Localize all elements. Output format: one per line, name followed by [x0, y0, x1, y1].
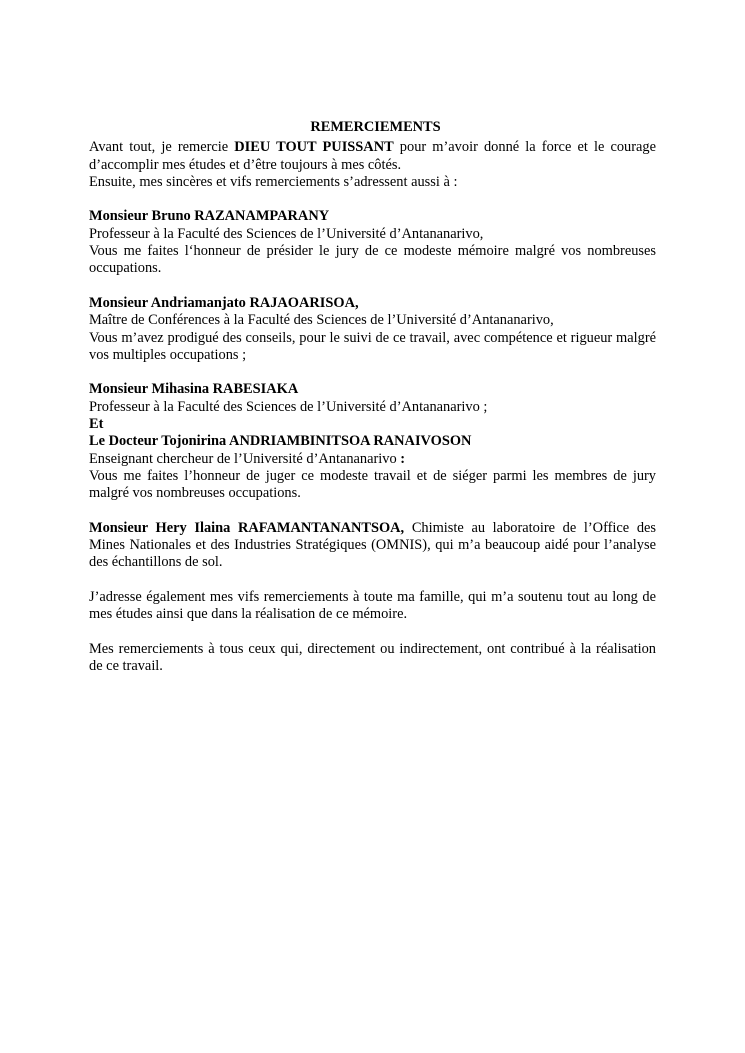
person-name: Monsieur Andriamanjato RAJAOARISOA,	[89, 294, 359, 311]
intro-section	[89, 139, 656, 191]
acknowledgement-1	[89, 208, 656, 277]
intro-bold-text: DIEU TOUT PUISSANT	[234, 139, 394, 156]
intro-text-end: pour m’avoir donné la force et le courage d’accomplir mes études et d’être toujours à mes côtés.	[89, 139, 656, 173]
person-role: Professeur à la Faculté des Sciences de l’Université d’Antananarivo ;	[89, 398, 488, 415]
family-section	[89, 589, 656, 624]
person-paragraph	[89, 520, 656, 572]
person-role: Professeur à la Faculté des Sciences de l’Université d’Antananarivo,	[89, 225, 484, 242]
intro-second-paragraph: Ensuite, mes sincères et vifs remerciements s’adressent aussi à :	[89, 173, 458, 190]
person-role-second	[89, 451, 656, 468]
intro-text-start: Avant tout, je remercie	[89, 139, 235, 156]
person-thanks: Vous m’avez prodigué des conseils, pour le suivi de ce travail, avec compétence et rigueur malgré vos multiples occupations ;	[89, 329, 656, 363]
document-page	[89, 119, 656, 693]
person-name: Monsieur Hery Ilaina RAFAMANTANANTSOA,	[89, 519, 405, 536]
person-name: Monsieur Mihasina RABESIAKA	[89, 381, 299, 398]
person-thanks: Vous me faites l‘honneur de présider le jury de ce modeste mémoire malgré vos nombreuses occupations.	[89, 243, 656, 277]
closing-section	[89, 641, 656, 676]
intro-paragraph	[89, 139, 656, 174]
acknowledgement-4	[89, 520, 656, 572]
person-thanks: Chimiste au laboratoire de l’Office des Mines Nationales et des Industries Stratégiques (OMNIS), qui m’a beaucoup aidé pour l’analyse des échantillons de sol.	[89, 519, 657, 571]
role-text: Enseignant chercheur de l’Université d’Antananarivo	[89, 450, 401, 467]
conjunction: Et	[89, 416, 104, 433]
person-name-second: Le Docteur Tojonirina ANDRIAMBINITSOA RANAIVOSON	[89, 433, 472, 450]
person-thanks: Vous me faites l’honneur de juger ce modeste travail et de siéger parmi les membres de jury malgré vos nombreuses occupations.	[89, 467, 656, 502]
acknowledgement-2	[89, 295, 656, 364]
person-role: Maître de Conférences à la Faculté des Sciences de l’Université d’Antananarivo,	[89, 312, 554, 329]
person-name: Monsieur Bruno RAZANAMPARANY	[89, 208, 330, 225]
acknowledgement-3	[89, 381, 656, 502]
closing-paragraph: Mes remerciements à tous ceux qui, directement ou indirectement, ont contribué à la réalisation de ce travail.	[89, 640, 656, 675]
page-title: REMERCIEMENTS	[310, 119, 441, 135]
family-paragraph: J’adresse également mes vifs remerciements à toute ma famille, qui m’a soutenu tout au long de mes études ainsi que dans la réalisation de ce mémoire.	[89, 589, 656, 623]
role-colon: :	[400, 450, 406, 467]
